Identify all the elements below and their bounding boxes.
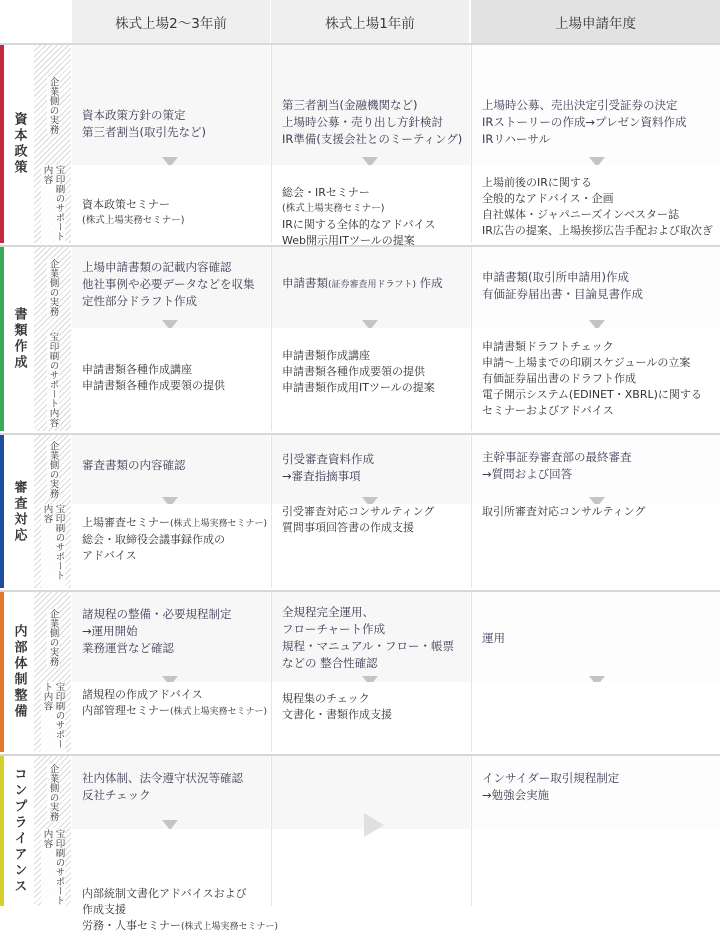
company-tasks-text: 企業側の実務 (47, 608, 59, 666)
support-content (72, 328, 270, 431)
cell-internal-2 (271, 592, 470, 752)
support-label (34, 328, 71, 431)
text-line: 反社チェック (82, 788, 151, 802)
text-line: 資本政策セミナー (82, 198, 170, 211)
text-line: 上場審査セミナー(株式上場実務セミナー) (82, 516, 268, 529)
text-line: 有価証券届出書のドラフト作成 (482, 372, 636, 385)
text-line: 業務運営など確認 (82, 641, 174, 655)
section-documents (0, 245, 720, 431)
category-documents (4, 247, 34, 431)
category-compliance (4, 756, 34, 906)
company-tasks (72, 259, 270, 310)
company-tasks (272, 97, 470, 148)
text-line: 取引所審査対応コンサルティング (482, 505, 646, 518)
company-tasks (272, 451, 470, 485)
text-line: などの 整合性確認 (282, 656, 378, 670)
company-tasks-text: 企業側の実務 (47, 259, 59, 316)
cell-capital-2 (271, 45, 470, 247)
cell-documents-3 (471, 247, 720, 431)
cell-review-1 (72, 435, 270, 588)
company-tasks-label (34, 45, 71, 165)
cell-compliance-1 (72, 756, 279, 932)
text-line: 申請書類(証券審査用ドラフト) 作成 (282, 276, 443, 290)
cell-documents-2 (271, 247, 470, 431)
cell-compliance-2 (271, 756, 470, 906)
support-label (34, 165, 71, 243)
text-line: 申請書類作成講座 (282, 349, 370, 362)
cell-review-3 (471, 435, 720, 588)
cell-review-2 (271, 435, 470, 588)
company-tasks (72, 606, 270, 657)
text-line: 申請書類各種作成要領の提供 (282, 365, 425, 378)
support-text: 宝印刷のサポート内容 (41, 165, 65, 241)
text-line: 審査書類の内容確認 (82, 458, 186, 472)
text-line: 内部管理セミナー(株式上場実務セミナー) (82, 704, 268, 717)
company-tasks (72, 770, 270, 804)
row-type-labels (34, 435, 71, 588)
text-line: (株式上場実務セミナー) (82, 215, 185, 226)
text-line: 諸規程の作成アドバイス (82, 688, 203, 701)
company-tasks (472, 449, 720, 483)
text-line: IR広告の提案、上場挨拶広告手配および取次ぎ (482, 224, 713, 237)
support-text: 宝印刷のサポート内容 (41, 504, 65, 588)
support-text: 宝印刷のサポート内容 (41, 682, 65, 752)
support-content (72, 682, 270, 752)
text-line: 上場申請書類の記載内容確認 (82, 260, 232, 274)
text-line: 規程集のチェック (282, 692, 370, 705)
text-line: 諸規程の整備・必要規程制定 (82, 607, 232, 621)
header-2-3-years-before: 株式上場2〜3年前 (72, 0, 270, 43)
support-content (272, 165, 470, 247)
text-line: →審査指摘事項 (282, 469, 361, 483)
category-label: 書類作成 (11, 307, 27, 371)
text-line: 上場時公募・売り出し方針検討 (282, 115, 443, 129)
text-line: 質問事項回答書の作成支援 (282, 521, 414, 534)
text-line: 申請書類各種作成要領の提供 (82, 379, 225, 392)
row-type-labels (34, 756, 71, 906)
company-tasks-label (34, 592, 71, 682)
category-capital (4, 45, 34, 243)
text-line: セミナーおよびアドバイス (482, 404, 614, 417)
company-tasks (472, 97, 720, 148)
category-label: 審査対応 (11, 479, 27, 544)
support-content (472, 504, 720, 588)
text-line: インサイダー取引規程制定 (482, 771, 620, 785)
company-tasks-text: 企業側の実務 (47, 764, 59, 821)
support-text: 宝印刷のサポート内容 (47, 332, 59, 427)
section-capital (0, 43, 720, 247)
cell-internal-1 (72, 592, 270, 752)
text-line: 総会・IRセミナー (282, 186, 370, 199)
company-tasks (472, 269, 720, 303)
category-internal (4, 592, 34, 752)
support-text: 宝印刷のサポート内容 (41, 829, 65, 905)
support-label (34, 682, 71, 752)
support-label (34, 829, 71, 906)
text-line: 申請書類(取引所申請用)作成 (482, 270, 629, 284)
support-content (272, 682, 470, 752)
text-line: 第三者割当(金融機関など) (282, 98, 418, 112)
text-line: 全規程完全運用、 (282, 605, 374, 619)
text-line: アドバイス (82, 549, 137, 562)
text-line: Web開示用ITツールの提案 (282, 234, 415, 247)
support-content (472, 328, 720, 431)
support-empty (272, 829, 470, 906)
text-line: →運用開始 (82, 624, 138, 638)
company-tasks-label (34, 247, 71, 328)
text-line: →勉強会実施 (482, 788, 550, 802)
text-line: 電子開示システム(EDINET・XBRL)に関する (482, 388, 702, 401)
text-line: フローチャート作成 (282, 622, 386, 636)
cell-compliance-3 (471, 756, 720, 906)
header-1-year-before: 株式上場1年前 (271, 0, 469, 43)
text-line: 自社媒体・ジャパニーズインベスター誌 (482, 208, 680, 221)
text-line: 上場時公募、売出決定引受証券の決定 (482, 98, 678, 112)
text-line: 申請〜上場までの印刷スケジュールの立案 (482, 356, 691, 369)
company-tasks-label (34, 756, 71, 829)
company-tasks (272, 604, 470, 672)
text-line: 引受審査対応コンサルティング (282, 505, 435, 518)
text-line: IR準備(支援会社とのミーティング) (282, 132, 463, 146)
text-line: 資本政策方針の策定 (82, 108, 186, 122)
text-line: 申請書類各種作成講座 (82, 363, 192, 376)
support-empty (472, 682, 720, 752)
text-line: IRリハーサル (482, 132, 550, 146)
text-line: (株式上場実務セミナー) (282, 203, 385, 214)
support-content (472, 165, 720, 243)
cell-capital-3 (471, 45, 720, 243)
text-line: 規程・マニュアル・フロー・帳票 (282, 639, 455, 653)
support-content (272, 328, 470, 431)
category-review (4, 435, 34, 588)
support-content (72, 165, 270, 243)
support-content (272, 504, 470, 588)
row-type-labels (34, 45, 71, 243)
text-line: 他社事例や必要データなどを収集 (82, 277, 255, 291)
row-type-labels (34, 247, 71, 431)
company-tasks-label (34, 435, 71, 504)
text-line: 作成支援 (82, 903, 126, 916)
cell-documents-1 (72, 247, 270, 431)
text-line: 引受審査資料作成 (282, 452, 374, 466)
text-line: 労務・人事セミナー(株式上場実務セミナー) (82, 919, 279, 932)
text-line: 上場前後のIRに関する (482, 176, 592, 189)
company-tasks-text: 企業側の実務 (47, 441, 59, 498)
category-label: 内部体制整備 (11, 624, 27, 720)
support-content (72, 504, 270, 588)
section-review (0, 433, 720, 588)
text-line: 社内体制、法令遵守状況等確認 (82, 771, 243, 785)
category-label: コンプライアンス (11, 767, 27, 895)
text-line: 定性部分ドラフト作成 (82, 294, 197, 308)
text-line: 運用 (482, 631, 505, 645)
text-line: IRに関する全体的なアドバイス (282, 218, 436, 231)
company-tasks (472, 630, 720, 647)
company-tasks (472, 770, 720, 804)
category-label: 資本政策 (11, 112, 27, 176)
right-arrow-icon (364, 813, 384, 837)
row-type-labels (34, 592, 71, 752)
text-line: 申請書類ドラフトチェック (482, 340, 614, 353)
text-line: IRストーリーの作成→プレゼン資料作成 (482, 115, 687, 129)
company-tasks (72, 457, 270, 474)
cell-internal-3 (471, 592, 720, 752)
company-tasks-text: 企業側の実務 (47, 76, 59, 134)
text-line: 文書化・書類作成支援 (282, 708, 392, 721)
text-line: 第三者割当(取引先など) (82, 125, 206, 139)
company-tasks (272, 275, 470, 294)
header-application-year: 上場申請年度 (471, 0, 720, 43)
support-empty (472, 829, 720, 906)
company-tasks (72, 107, 270, 141)
section-internal (0, 590, 720, 752)
support-label (34, 504, 71, 588)
text-line: 有価証券届出書・目論見書作成 (482, 287, 643, 301)
section-compliance (0, 754, 720, 932)
text-line: 申請書類作成用ITツールの提案 (282, 381, 435, 394)
cell-capital-1 (72, 45, 270, 243)
text-line: 全般的なアドバイス・企画 (482, 192, 614, 205)
text-line: →質問および回答 (482, 467, 573, 481)
text-line: 総会・取締役会議事録作成の (82, 533, 225, 546)
support-content (72, 829, 279, 932)
text-line: 内部統制文書化アドバイスおよび (82, 887, 247, 900)
text-line: 主幹事証券審査部の最終審査 (482, 450, 632, 464)
